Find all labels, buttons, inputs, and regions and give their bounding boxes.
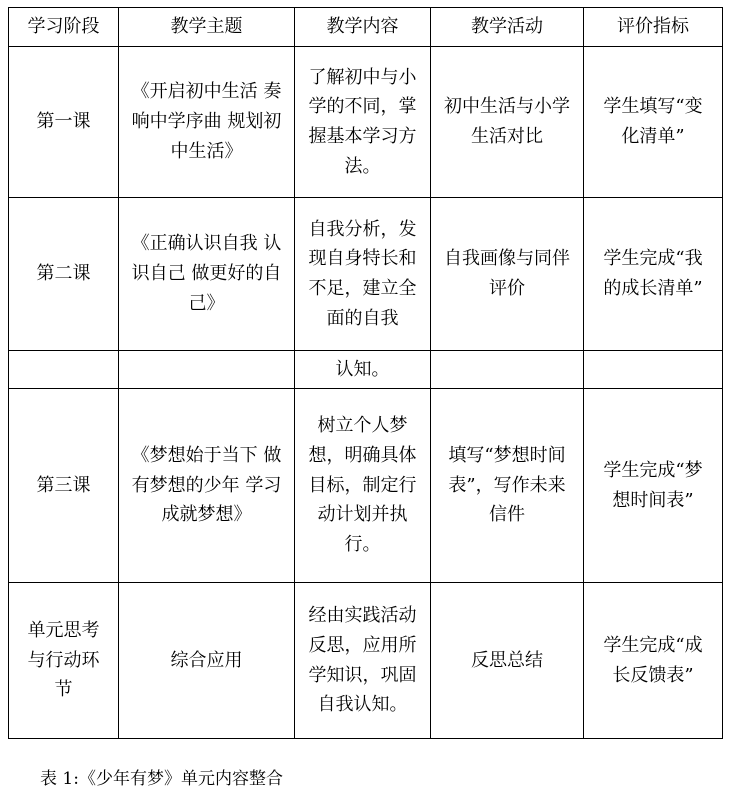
table-row [9, 583, 723, 739]
unit-content-table [8, 7, 723, 739]
cell-activity: 自我画像与同伴评价 [431, 198, 584, 351]
cell-theme: 《开启初中生活 奏响中学序曲 规划初中生活》 [119, 47, 295, 198]
cell-stage: 第二课 [9, 198, 119, 351]
cell-content: 树立个人梦想，明确具体目标，制定行动计划并执行。 [295, 389, 431, 583]
table-row [9, 198, 723, 351]
cell-theme: 《正确认识自我 认识自己 做更好的自己》 [119, 198, 295, 351]
cell-theme: 《梦想始于当下 做有梦想的少年 学习成就梦想》 [119, 389, 295, 583]
cell-stage: 单元思考与行动环节 [9, 583, 119, 739]
table-caption: 表 1:《少年有梦》单元内容整合 [40, 769, 283, 789]
header-stage: 学习阶段 [9, 8, 119, 47]
header-theme: 教学主题 [119, 8, 295, 47]
cell-activity: 填写“梦想时间表”，写作未来信件 [431, 389, 584, 583]
cell-evaluation: 学生填写“变化清单” [584, 47, 723, 198]
cell-evaluation: 学生完成“成长反馈表” [584, 583, 723, 739]
cell-activity: 反思总结 [431, 583, 584, 739]
cell-content: 自我分析，发现自身特长和不足，建立全面的自我 [295, 198, 431, 351]
header-content: 教学内容 [295, 8, 431, 47]
table-row [9, 351, 723, 389]
header-activity: 教学活动 [431, 8, 584, 47]
cell-evaluation: 学生完成“我的成长清单” [584, 198, 723, 351]
cell-activity: 初中生活与小学生活对比 [431, 47, 584, 198]
cell-stage: 第三课 [9, 389, 119, 583]
cell-stage [9, 351, 119, 389]
cell-theme: 综合应用 [119, 583, 295, 739]
cell-content: 了解初中与小学的不同，掌握基本学习方法。 [295, 47, 431, 198]
cell-content: 认知。 [295, 351, 431, 389]
table-header-row [9, 8, 723, 47]
cell-evaluation [584, 351, 723, 389]
cell-theme [119, 351, 295, 389]
cell-evaluation: 学生完成“梦想时间表” [584, 389, 723, 583]
cell-activity [431, 351, 584, 389]
cell-stage: 第一课 [9, 47, 119, 198]
header-evaluation: 评价指标 [584, 8, 723, 47]
table-row [9, 47, 723, 198]
cell-content: 经由实践活动反思，应用所学知识，巩固自我认知。 [295, 583, 431, 739]
table-row [9, 389, 723, 583]
